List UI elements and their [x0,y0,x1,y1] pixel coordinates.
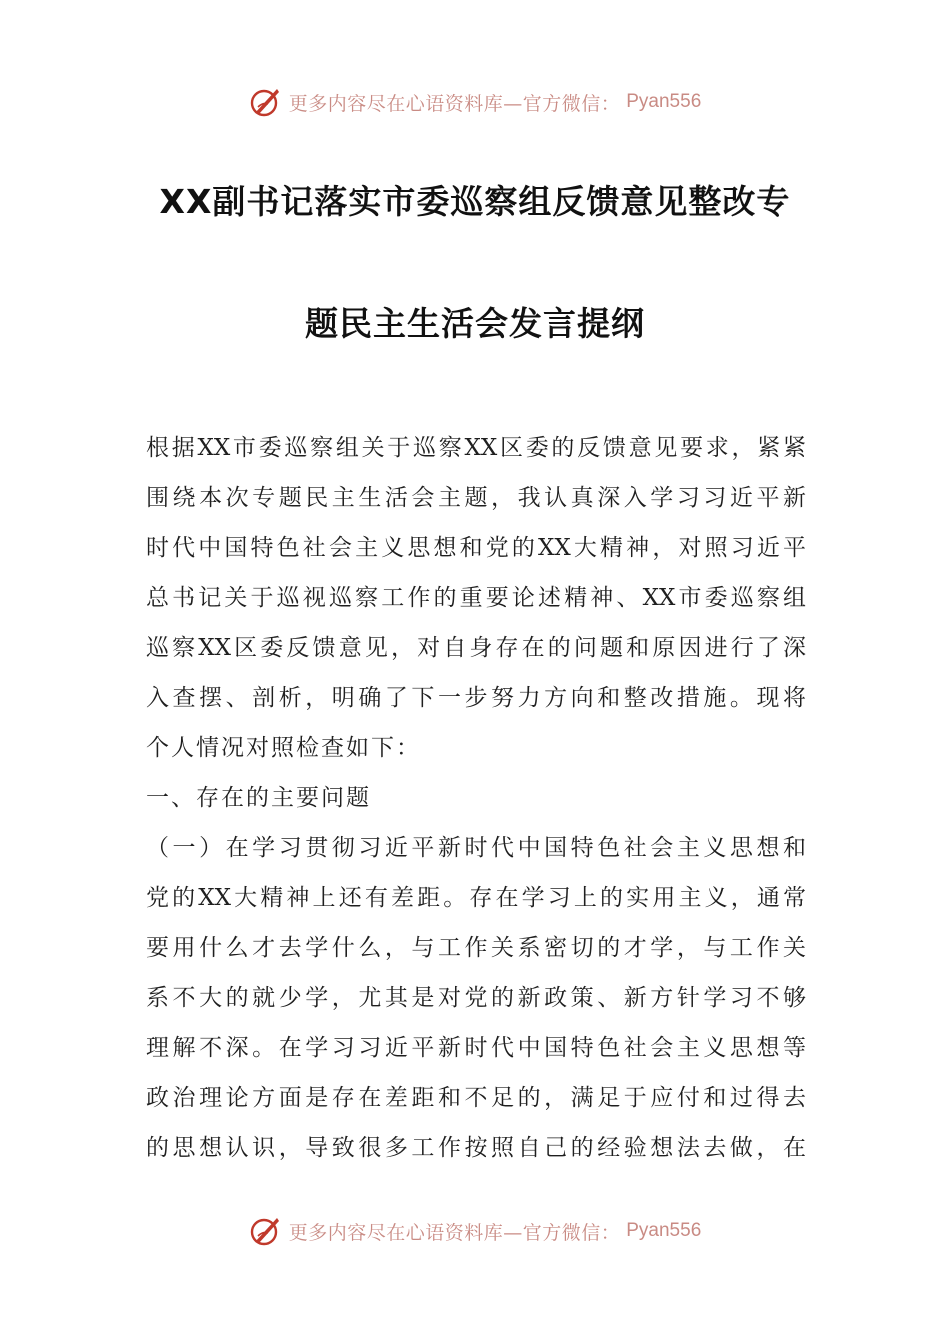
body-line: 根据XX市委巡察组关于巡察XX区委的反馈意见要求，紧紧 [146,435,806,461]
section-heading: 一、存在的主要问题 [146,785,371,811]
body-line: 系不大的就少学，尤其是对党的新政策、新方针学习不够 [146,985,806,1011]
body-line: 入查摆、剖析，明确了下一步努力方向和整改措施。现将 [146,685,806,711]
body-line: 理解不深。在学习习近平新时代中国特色社会主义思想等 [146,1035,806,1061]
body-line: 政治理论方面是存在差距和不足的，满足于应付和过得去 [146,1085,806,1111]
body-line: 个人情况对照检查如下： [146,735,421,761]
body-line: 总书记关于巡视巡察工作的重要论述精神、XX市委巡察组 [146,585,806,611]
watermark-handle: Pyan556 [626,1220,702,1241]
document-title-line-1: XX副书记落实市委巡察组反馈意见整改专 [159,182,791,221]
body-line: 时代中国特色社会主义思想和党的XX大精神，对照习近平 [146,535,806,561]
footer-watermark [0,1211,950,1251]
document-body [146,430,806,1180]
body-line: 围绕本次专题民主生活会主题，我认真深入学习习近平新 [146,485,806,511]
watermark-text: 更多内容尽在心语资料库—官方微信： [288,1221,621,1244]
body-line: 党的XX大精神上还有差距。存在学习上的实用主义，通常 [146,885,806,911]
quill-in-circle-icon [249,85,283,119]
body-line: 巡察XX区委反馈意见，对自身存在的问题和原因进行了深 [146,635,806,661]
body-line: 要用什么才去学什么，与工作关系密切的才学，与工作关 [146,935,806,961]
body-line: （一）在学习贯彻习近平新时代中国特色社会主义思想和 [146,835,806,861]
watermark-text: 更多内容尽在心语资料库—官方微信： [288,92,621,115]
body-line: 的思想认识，导致很多工作按照自己的经验想法去做，在 [146,1135,806,1161]
quill-in-circle-icon [249,1214,283,1248]
document-title-line-2: 题民主生活会发言提纲 [305,304,645,343]
watermark-handle: Pyan556 [626,91,702,112]
header-watermark [0,82,950,122]
